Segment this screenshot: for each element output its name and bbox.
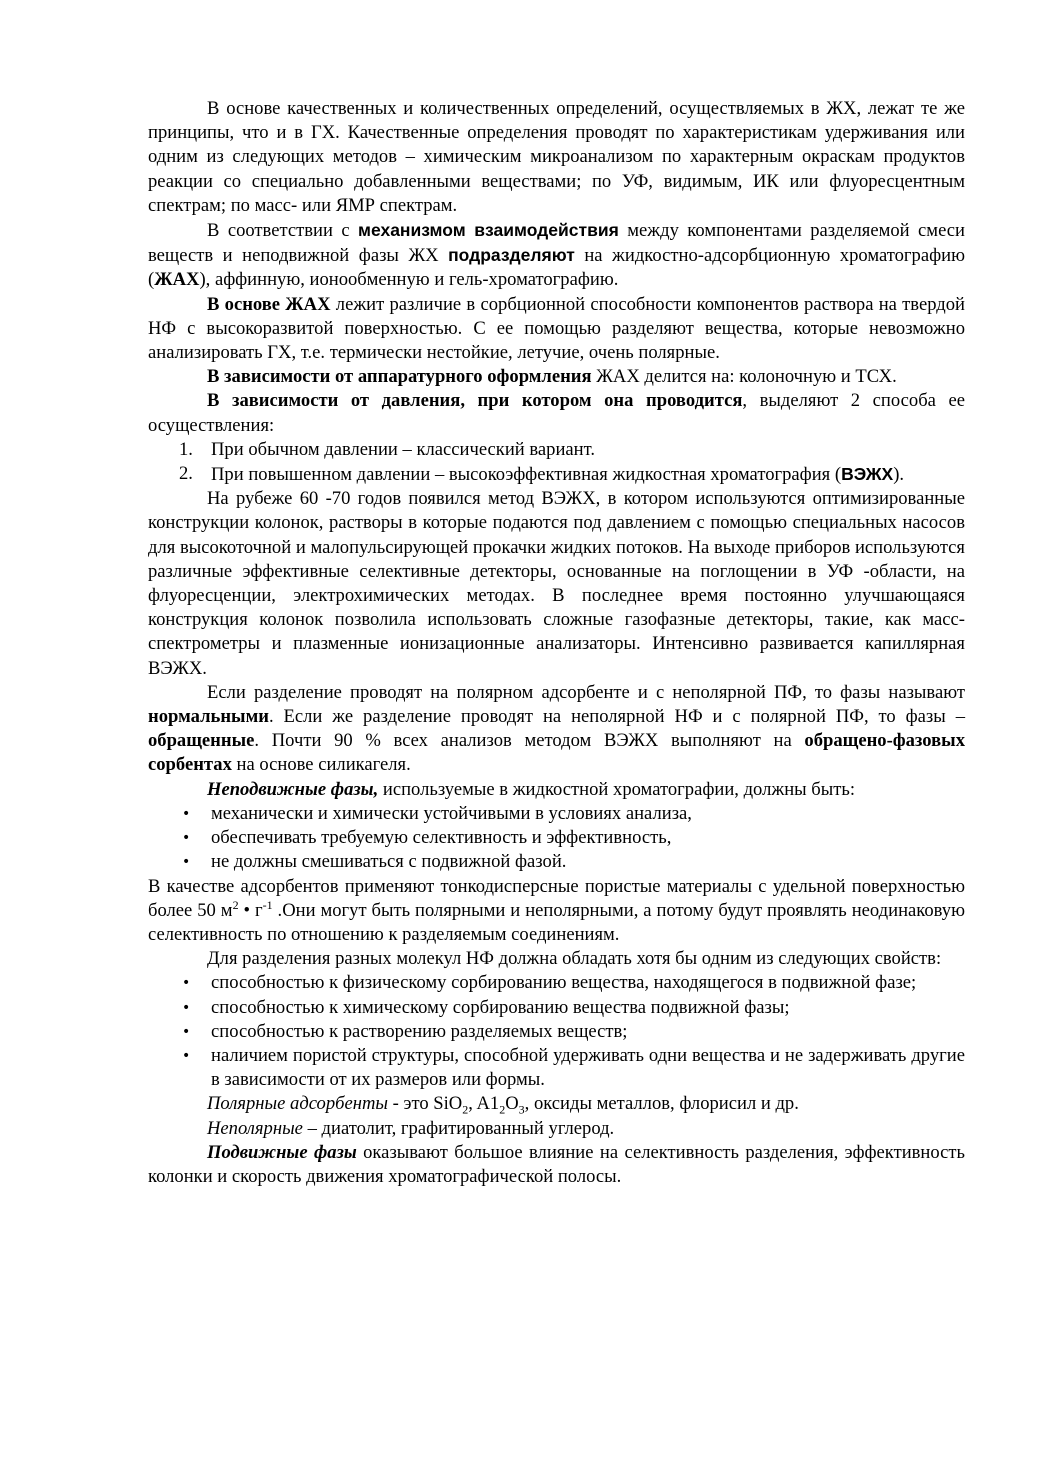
bold-term: В зависимости от давления, при котором она проводится (207, 390, 743, 412)
text: лежит различие в сорбционной способности компонентов раствора на твердой НФ с высокоразвитой поверхностью. С ее помощью разделяют вещества, которые невозможно анализировать ГХ, т.е. термически нестойкие, летучие, очень полярные. (148, 293, 965, 364)
list-number: 1. (179, 438, 193, 460)
paragraph-properties: Для разделения разных молекул НФ должна обладать хотя бы одним из следующих свойств: (207, 948, 942, 970)
paragraph-stationary-phases (148, 778, 965, 802)
paragraph-phases (148, 681, 965, 778)
text: между компонентами разделяемой смеси веществ и неподвижной фазы ЖХ (148, 220, 965, 267)
bold-term: В основе ЖАХ (207, 293, 331, 315)
paragraph-hplc-history: На рубеже 60 -70 годов появился метод ВЭЖХ, в котором используются оптимизированные конструкции колонок, растворы в которые подаются под давлением с помощью специальных насосов для высокоточной и малопульсирующей прокачки жидких потоков. На выходе приборов используются различные эффективные селективные детекторы, основанные на поглощении в УФ -области, на флуоресценции, электрохимических методах. В последнее время постоянно улучшающаяся конструкция колонок позволила использовать сложные газофазные детекторы, такие, как масс-спектрометры и плазменные ионизационные анализаторы. Интенсивно развивается капиллярная ВЭЖХ. (148, 488, 965, 679)
bullet-icon: • (182, 830, 191, 847)
text: ), аффинную, ионообменную и гель-хроматографию. (199, 269, 619, 291)
bold-italic-term: Подвижные фазы (207, 1141, 357, 1163)
text: Если разделение проводят на полярном адсорбенте и с неполярной ПФ, то фазы называют (207, 681, 965, 703)
text: . Почти 90 % всех анализов методом ВЭЖХ выполняют на (254, 730, 805, 752)
list-item (148, 850, 965, 874)
list-item (148, 826, 965, 850)
italic-term: Полярные адсорбенты (207, 1093, 388, 1115)
bullet-icon: • (182, 975, 191, 992)
bold-term: подразделяют (448, 245, 575, 266)
list-item-text: наличием пористой структуры, способной удерживать одни вещества и не задерживать другие в зависимости от их размеров или формы. (211, 1044, 965, 1091)
bullet-list-properties (148, 971, 965, 1092)
text: ). (893, 464, 905, 486)
text: • г (238, 899, 263, 921)
bold-italic-term: Неподвижные фазы, (207, 778, 379, 800)
text: используемые в жидкостной хроматографии, должны быть: (378, 778, 856, 800)
text: на основе силикагеля. (231, 754, 411, 776)
list-item-text: способностью к химическому сорбированию вещества подвижной фазы; (211, 996, 790, 1018)
text: .Они могут быть полярными и неполярными, а потому будут проявлять неодинаковую селективность по отношению к разделяемым соединениям. (148, 899, 965, 945)
list-item (148, 1044, 965, 1092)
text: , выделяют 2 способа ее осуществления: (148, 390, 965, 436)
bold-term: нормальными (148, 706, 269, 728)
list-item-text: обеспечивать требуемую селективность и эффективность, (211, 827, 672, 849)
bold-term: ЖАХ (154, 269, 200, 291)
text: – диатолит, графитированный углерод. (302, 1117, 615, 1139)
bullet-icon: • (182, 1023, 191, 1040)
list-item-text: способностью к физическому сорбированию вещества, находящегося в подвижной фазе; (211, 972, 917, 994)
list-item (148, 996, 965, 1020)
bold-term: обращенные (148, 730, 255, 752)
text: - это SiO (387, 1093, 463, 1115)
text: оказывают большое влияние на селективность разделения, эффективность колонки и скорость движения хроматографической полосы. (148, 1141, 965, 1187)
subscript: 2 (462, 1103, 469, 1118)
bullet-list-requirements (148, 802, 965, 875)
list-item-text: не должны смешиваться с подвижной фазой. (211, 851, 567, 873)
bold-term: механизмом взаимодействия (358, 220, 619, 241)
text: , A1 (468, 1093, 500, 1115)
text: на жидкостно-адсорбционную хроматографию ( (148, 245, 965, 291)
list-item-text: При повышенном давлении – высокоэффективная жидкостная хроматография ( (211, 464, 842, 486)
list-item (148, 971, 965, 995)
paragraph-mechanism (148, 218, 965, 293)
superscript: -1 (262, 897, 273, 912)
list-number: 2. (179, 463, 193, 485)
bullet-icon: • (182, 854, 191, 871)
text: ЖАХ делится на: колоночную и ТСХ. (591, 366, 897, 388)
italic-term: Неполярные (207, 1117, 303, 1139)
list-item-text: механически и химически устойчивыми в условиях анализа, (211, 802, 692, 824)
list-item (148, 462, 965, 487)
bold-term: В зависимости от аппаратурного оформления (207, 366, 592, 388)
bullet-icon: • (182, 805, 191, 822)
text: , оксиды металлов, флорисил и др. (524, 1093, 799, 1115)
subscript: 2 (499, 1103, 506, 1118)
paragraph-mobile-phases (148, 1141, 965, 1189)
bold-term: ВЭЖХ (841, 464, 894, 485)
paragraph-apparatus (148, 365, 965, 389)
text: В качестве адсорбентов применяют тонкодисперсные пористые материалы с удельной поверхностью более 50 м (148, 875, 965, 921)
paragraph-polar-adsorbents (148, 1092, 965, 1116)
text: O (505, 1093, 519, 1115)
list-item (148, 802, 965, 826)
text: . Если же разделение проводят на неполярной НФ и с полярной ПФ, то фазы – (268, 706, 965, 728)
bold-term: обращено-фазовых сорбентах (148, 730, 965, 776)
bullet-icon: • (182, 1047, 191, 1064)
paragraph-zhakh-basis (148, 293, 965, 366)
paragraph-adsorbents (148, 875, 965, 948)
text: В соответствии с (207, 220, 359, 242)
list-item-text: При обычном давлении – классический вариант. (211, 438, 595, 460)
subscript: 3 (518, 1103, 525, 1118)
paragraph-pressure (148, 389, 965, 437)
superscript: 2 (232, 897, 239, 912)
list-item (148, 1020, 965, 1044)
list-item (148, 438, 965, 462)
numbered-list (148, 438, 965, 487)
list-item-text: способностью к растворению разделяемых веществ; (211, 1020, 628, 1042)
paragraph-qualitative-methods: В основе качественных и количественных определений, осуществляемых в ЖХ, лежат те же принципы, что и в ГХ. Качественные определения проводят по характеристикам удерживания или одним из следующих методов – химическим микроанализом по характерным окраскам продуктов реакции со специально добавленными веществами; по УФ, видимым, ИК или флуоресцентным спектрам; по масс- или ЯМР спектрам. (148, 98, 965, 216)
bullet-icon: • (182, 999, 191, 1016)
paragraph-nonpolar (148, 1117, 965, 1141)
